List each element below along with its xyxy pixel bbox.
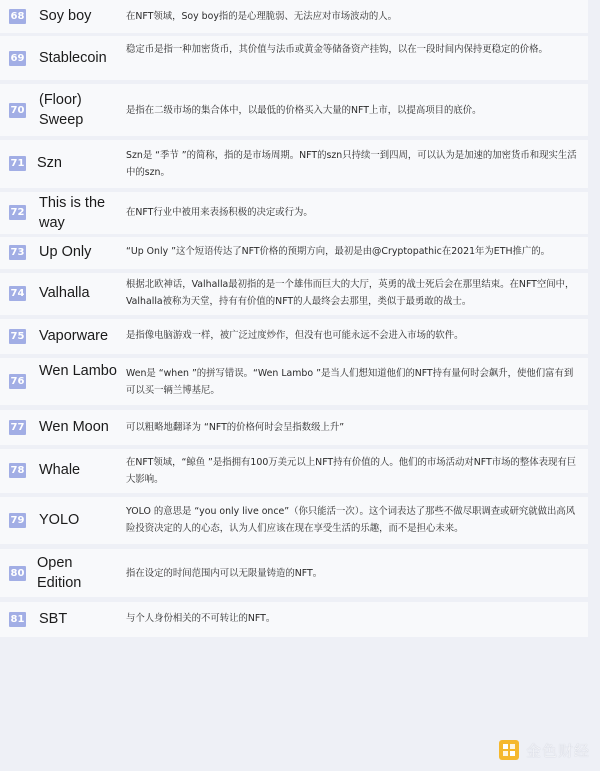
glossary-row <box>0 449 588 493</box>
entry-definition: “Up Only ”这个短语传达了NFT价格的预期方向，最初是由@Cryptopathic在2021年为ETH推广的。 <box>126 246 550 257</box>
entry-term: SBT <box>39 611 68 627</box>
entry-number-badge: 75 <box>10 331 25 342</box>
entry-term: This is the way <box>39 195 106 231</box>
golden-finance-logo-icon <box>498 739 520 761</box>
entry-number-badge: 74 <box>10 288 25 299</box>
entry-term: Szn <box>37 155 62 171</box>
entry-definition: 在NFT领域，“鲸鱼 ”是指拥有100万美元以上NFT持有价值的人。他们的市场活动对NFT市场的整体表现有巨大影响。 <box>126 457 577 485</box>
watermark-brand-text: 金色财经 <box>525 741 590 760</box>
entry-term: Vaporware <box>39 328 109 344</box>
entry-term: Open Edition <box>37 555 82 591</box>
entry-number-badge: 79 <box>10 515 25 526</box>
entry-definition: 在NFT领域，Soy boy指的是心理脆弱、无法应对市场波动的人。 <box>126 11 398 22</box>
glossary-row <box>0 273 588 315</box>
entry-number-badge: 69 <box>10 53 25 64</box>
glossary-row <box>0 319 588 354</box>
entry-number-badge: 68 <box>10 11 25 22</box>
glossary-row <box>0 497 588 544</box>
glossary-row <box>0 36 588 80</box>
entry-term: Wen Lambo <box>39 363 117 379</box>
entry-number-badge: 72 <box>10 207 25 218</box>
entry-definition: 是指在二级市场的集合体中，以最低的价格买入大量的NFT上市，以提高项目的底价。 <box>126 105 482 116</box>
entry-definition: 与个人身份相关的不可转让的NFT。 <box>126 613 276 624</box>
entry-definition: 根据北欧神话，Valhalla最初指的是一个雄伟而巨大的大厅，英勇的战士死后会在那里结束。在NFT空间中，Valhalla被称为天堂，持有有价值的NFT的人最终会去那里，类似于最勇敢的战士。 <box>126 279 575 307</box>
entry-definition: Wen是 “when ”的拼写错误。“Wen Lambo ”是当人们想知道他们的NFT持有量何时会飙升，使他们富有到可以买一辆兰博基尼。 <box>126 368 574 396</box>
entry-term: YOLO <box>39 512 80 528</box>
glossary-row <box>0 237 588 269</box>
entry-number-badge: 73 <box>10 247 25 258</box>
glossary-row <box>0 192 588 234</box>
entry-definition: YOLO 的意思是 “you only live once”（你只能活一次）。这个词表达了那些不做尽职调查或研究就做出高风险投资决定的人的心态，认为人们应该在现在享受生活的乐趣，而不是担心未来。 <box>126 506 576 534</box>
entry-term: Wen Moon <box>39 419 109 435</box>
entry-term: Up Only <box>39 244 92 260</box>
entry-term: Soy boy <box>39 8 92 24</box>
glossary-row <box>0 410 588 445</box>
entry-definition: 是指像电脑游戏一样，被广泛过度炒作，但没有也可能永远不会进入市场的软件。 <box>126 330 464 341</box>
entry-number-badge: 71 <box>10 158 25 169</box>
entry-number-badge: 76 <box>10 376 25 387</box>
entry-number-badge: 78 <box>10 465 25 476</box>
entry-definition: Szn是 “季节 ”的简称，指的是市场周期。NFT的szn只持续一到四周，可以认为是加速的加密货币和现实生活中的szn。 <box>126 150 577 178</box>
glossary-row <box>0 84 588 136</box>
entry-definition: 可以粗略地翻译为 “NFT的价格何时会呈指数级上升” <box>126 422 345 433</box>
entry-definition: 在NFT行业中被用来表扬积极的决定或行为。 <box>126 207 313 218</box>
watermark-logo <box>498 739 590 761</box>
entry-number-badge: 77 <box>10 422 25 433</box>
entry-definition: 指在设定的时间范围内可以无限量铸造的NFT。 <box>126 568 323 579</box>
entry-definition: 稳定币是指一种加密货币，其价值与法币或黄金等储备资产挂钩，以在一段时间内保持更稳定的价格。 <box>126 44 548 55</box>
entry-number-badge: 80 <box>10 568 25 579</box>
glossary-row <box>0 0 588 33</box>
glossary-row <box>0 140 588 188</box>
glossary-row <box>0 358 588 405</box>
entry-term: Stablecoin <box>39 50 107 66</box>
entry-number-badge: 70 <box>10 105 25 116</box>
glossary-row <box>0 602 588 637</box>
entry-term: (Floor) Sweep <box>39 92 84 128</box>
entry-term: Whale <box>39 462 81 478</box>
entry-number-badge: 81 <box>10 614 25 625</box>
entry-term: Valhalla <box>39 285 90 301</box>
glossary-row <box>0 549 588 597</box>
